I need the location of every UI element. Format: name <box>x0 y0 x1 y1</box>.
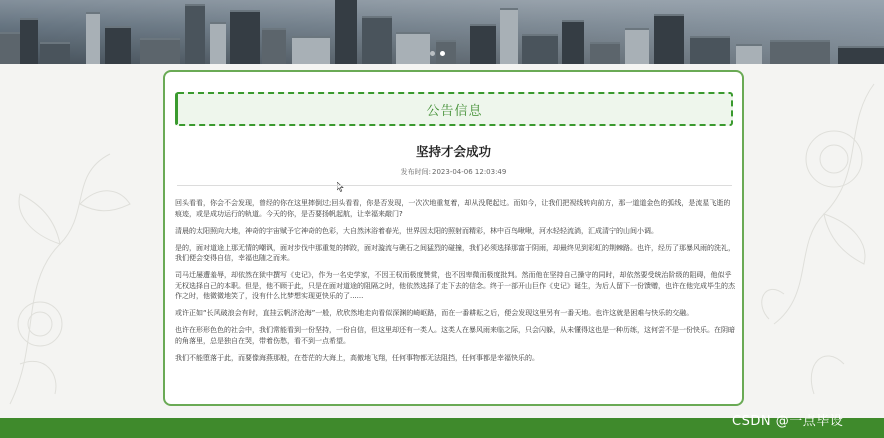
banner-building <box>770 40 830 64</box>
article-paragraph: 清晨的太阳照向大地，神奇的宇宙赋予它神奇的色彩，大自然沐浴着春光，世界因太阳的照射而精彩，林中百鸟啾啾，河水轻轻流淌，汇成清宁的山间小调。 <box>175 226 658 235</box>
floral-decoration-left <box>0 64 160 418</box>
article-body <box>175 198 735 370</box>
article-paragraph: 司马迁屡遭羞辱，却依然在狱中撰写《史记》，作为一名史学家，不因王权而极度赞赏，也不因卑微而极度批判。然而他在坚持自己操守的同时，却依然要受统治阶级的阻碍，他似乎无权选择自己的本职。但是，他不顾于此，只是在面对道途的阻隔之时，他依然选择了走下去的信念。终于一部开山巨作《史记》诞生，为后人留下一份馈赠，也许在他完成毕生的杰作之时，他微微地笑了，没有什么比梦想实现更快乐的了...... <box>175 271 735 300</box>
banner-building <box>105 26 131 64</box>
article-paragraph: 是的，面对道途上那无情的嘲讽，面对步伐中那重复的摔跤，面对漩流与礁石之间猛烈的碰撞，我们必须选择那富于阴雨，却最终见到彩虹的荆棘路。也许，经历了那暴风雨的洗礼，我们便会变得自信，幸福也随之而来。 <box>175 243 735 262</box>
banner-building <box>625 28 649 64</box>
banner-building <box>292 36 330 64</box>
banner-building <box>185 4 205 64</box>
banner-building <box>40 42 70 64</box>
banner-building <box>590 42 620 64</box>
banner-building <box>522 34 558 64</box>
banner-building <box>736 44 762 64</box>
banner-building <box>562 20 584 64</box>
banner-building <box>86 12 100 64</box>
banner-building <box>20 18 38 64</box>
article-paragraph: 回头看看，你会不会发现，曾经的你在这里摔倒过;回头看看，你是否发现，一次次地重复着，却从没爬起过。而如今，让我们把视线转向前方，那一道道金色的弧线，是流星飞逝的痕迹，或是成功运行的轨道。今天的你，是否要扬帆起航，让幸福来敲门? <box>175 199 731 218</box>
banner-building <box>362 16 392 64</box>
carousel-indicators <box>430 51 445 56</box>
article-paragraph: 我们不能堕落于此，而要像海燕那般，在苍茫的大海上，高傲地飞翔，任何事物都无法阻挡，任何事都是幸福快乐的。 <box>175 353 539 362</box>
floral-decoration-right <box>724 64 884 418</box>
csdn-watermark: CSDN @一点毕设 <box>732 414 844 429</box>
banner-building <box>140 38 180 64</box>
banner-building <box>838 46 884 64</box>
hero-banner <box>0 0 884 64</box>
banner-building <box>654 14 684 64</box>
article-paragraph: 或许正如“长风破浪会有时，直挂云帆济沧海”一般，欣欣然地走向看似深渊的崎岖路，而在一番耕耘之后，便会发现这里另有一番天地。也许这就是困难与快乐的交融。 <box>175 309 694 317</box>
published-time: 2023-04-06 12:03:49 <box>432 168 507 176</box>
banner-building <box>500 8 518 64</box>
banner-building <box>335 0 357 64</box>
banner-building <box>470 24 496 64</box>
banner-building <box>0 32 22 64</box>
article-paragraph: 也许在形形色色的社会中，我们常能看到一份坚持，一份自信，但这里却还有一类人。这类人在暴风雨来临之际，只会闪躲，从未懂得这也是一种历练，这何尝不是一份快乐。在阴暗的角落里，总是独自在哭，带着伤愁，看不到一点希望。 <box>175 326 735 345</box>
article-title: 坚持才会成功 <box>415 144 491 159</box>
notice-panel <box>163 70 744 406</box>
mouse-pointer-icon <box>337 182 345 192</box>
banner-building <box>230 10 260 64</box>
banner-building <box>262 28 286 64</box>
banner-building <box>690 36 730 64</box>
banner-building <box>210 22 226 64</box>
carousel-dot-active[interactable] <box>440 51 445 56</box>
banner-building <box>396 32 430 64</box>
carousel-dot[interactable] <box>430 51 435 56</box>
notice-heading: 公告信息 <box>426 103 483 119</box>
article-meta <box>165 167 742 177</box>
article-divider <box>177 185 732 186</box>
notice-header <box>175 92 733 126</box>
published-label: 发布时间: <box>400 168 431 176</box>
